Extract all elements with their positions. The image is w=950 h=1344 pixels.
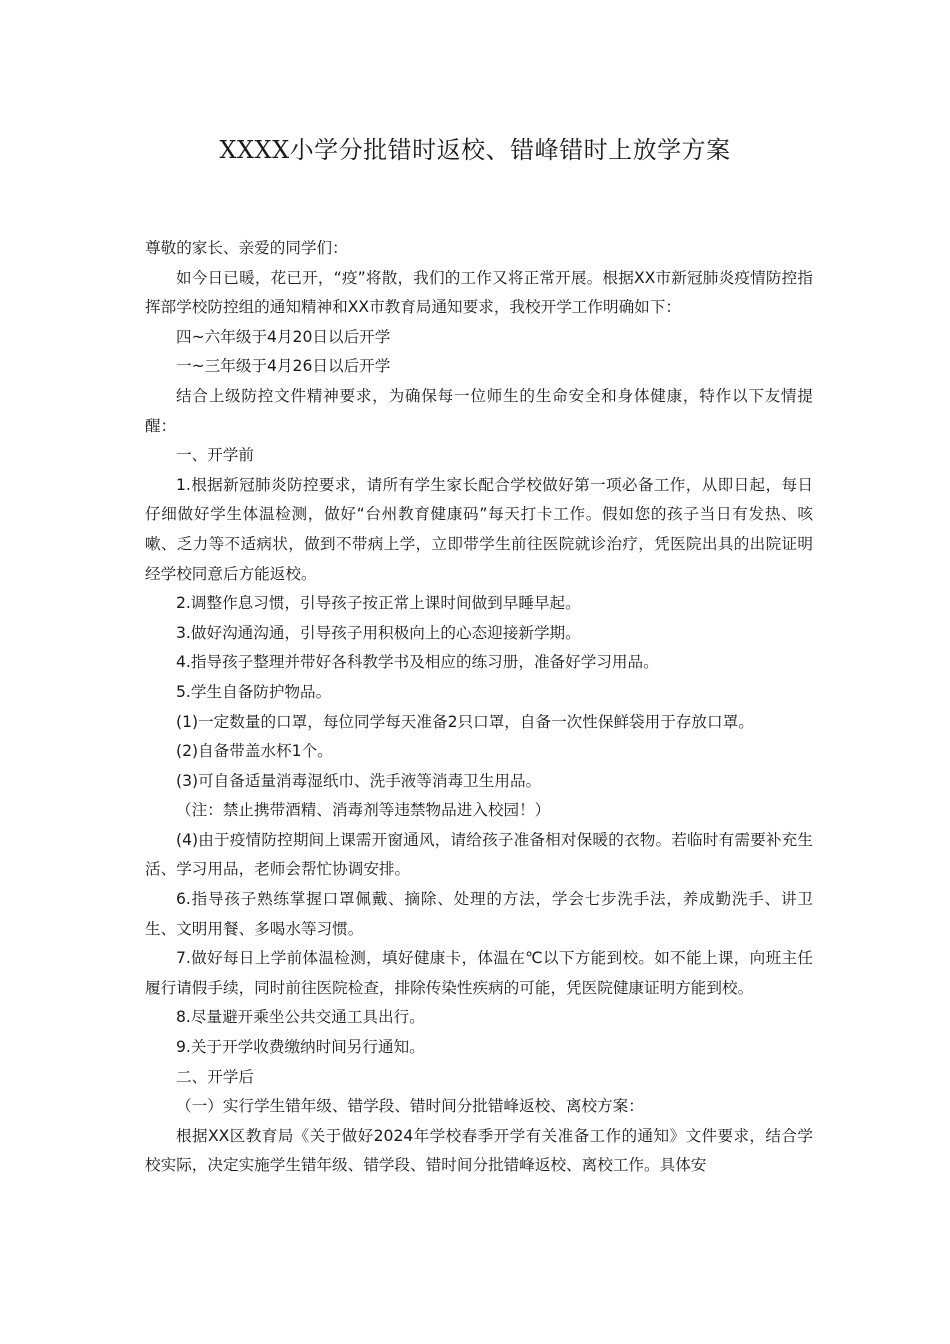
paragraph-salutation: 尊敬的家长、亲爱的同学们： bbox=[145, 239, 348, 257]
section-heading: 一、开学前 bbox=[176, 446, 254, 465]
list-subitem: (3)可自备适量消毒湿纸巾、洗手液等消毒卫生用品。 bbox=[176, 771, 542, 790]
list-subitem: (1)一定数量的口罩，每位同学每天准备2只口罩，自备一次性保鲜袋用于存放口罩。 bbox=[176, 712, 754, 731]
section-heading: 二、开学后 bbox=[176, 1067, 254, 1086]
list-subitem: (2)自备带盖水杯1个。 bbox=[176, 742, 333, 761]
paragraph: 结合上级防控文件精神要求，为确保每一位师生的生命安全和身体健康，特作以下友情提醒： bbox=[145, 386, 813, 435]
list-item: 4.指导孩子整理并带好各科教学书及相应的练习册，准备好学习用品。 bbox=[176, 653, 659, 672]
note-text: （注：禁止携带酒精、消毒剂等违禁物品进入校园！） bbox=[176, 801, 551, 820]
paragraph: 如今日已暖，花已开，“疫”将散，我们的工作又将正常开展。根据XX市新冠肺炎疫情防控指挥部学校防控组的通知精神和XX市教育局通知要求，我校开学工作明确如下： bbox=[145, 268, 813, 317]
list-item: 5.学生自备防护物品。 bbox=[176, 682, 332, 701]
list-item: 6.指导孩子熟练掌握口罩佩戴、摘除、处理的方法，学会七步洗手法，养成勤洗手、讲卫生、文明用餐、多喝水等习惯。 bbox=[145, 890, 813, 938]
list-subitem: (4)由于疫情防控期间上课需开窗通风，请给孩子准备相对保暖的衣物。若临时有需要补充生活、学习用品，老师会帮忙协调安排。 bbox=[145, 830, 813, 879]
document-body bbox=[145, 234, 813, 1181]
list-item: 1.根据新冠肺炎防控要求，请所有学生家长配合学校做好第一项必备工作，从即日起，每日仔细做好学生体温检测，做好“台州教育健康码”每天打卡工作。假如您的孩子当日有发热、咳嗽、乏力等不适病状，做到不带病上学，立即带学生前往医院就诊治疗，凭医院出具的出院证明经学校同意后方能返校。 bbox=[145, 475, 813, 583]
list-item: 7.做好每日上学前体温检测，填好健康卡，体温在℃以下方能到校。如不能上课，向班主任履行请假手续，同时前往医院检查，排除传染性疾病的可能，凭医院健康证明方能到校。 bbox=[145, 949, 813, 997]
document-title: XXXX小学分批错时返校、错峰错时上放学方案 bbox=[219, 136, 731, 164]
list-item: 3.做好沟通沟通，引导孩子用积极向上的心态迎接新学期。 bbox=[176, 623, 581, 642]
paragraph: 一~三年级于4月26日以后开学 bbox=[176, 357, 391, 376]
list-item: 9.关于开学收费缴纳时间另行通知。 bbox=[176, 1038, 425, 1057]
paragraph: 根据XX区教育局《关于做好2024年学校春季开学有关准备工作的通知》文件要求，结合学校实际，决定实施学生错年级、错学段、错时间分批错峰返校、离校工作。具体安 bbox=[145, 1126, 813, 1175]
list-item: 8.尽量避开乘坐公共交通工具出行。 bbox=[176, 1008, 425, 1027]
subsection-heading: （一）实行学生错年级、错学段、错时间分批错峰返校、离校方案： bbox=[176, 1097, 644, 1116]
list-item: 2.调整作息习惯，引导孩子按正常上课时间做到早睡早起。 bbox=[176, 594, 581, 613]
paragraph: 四~六年级于4月20日以后开学 bbox=[176, 327, 391, 346]
